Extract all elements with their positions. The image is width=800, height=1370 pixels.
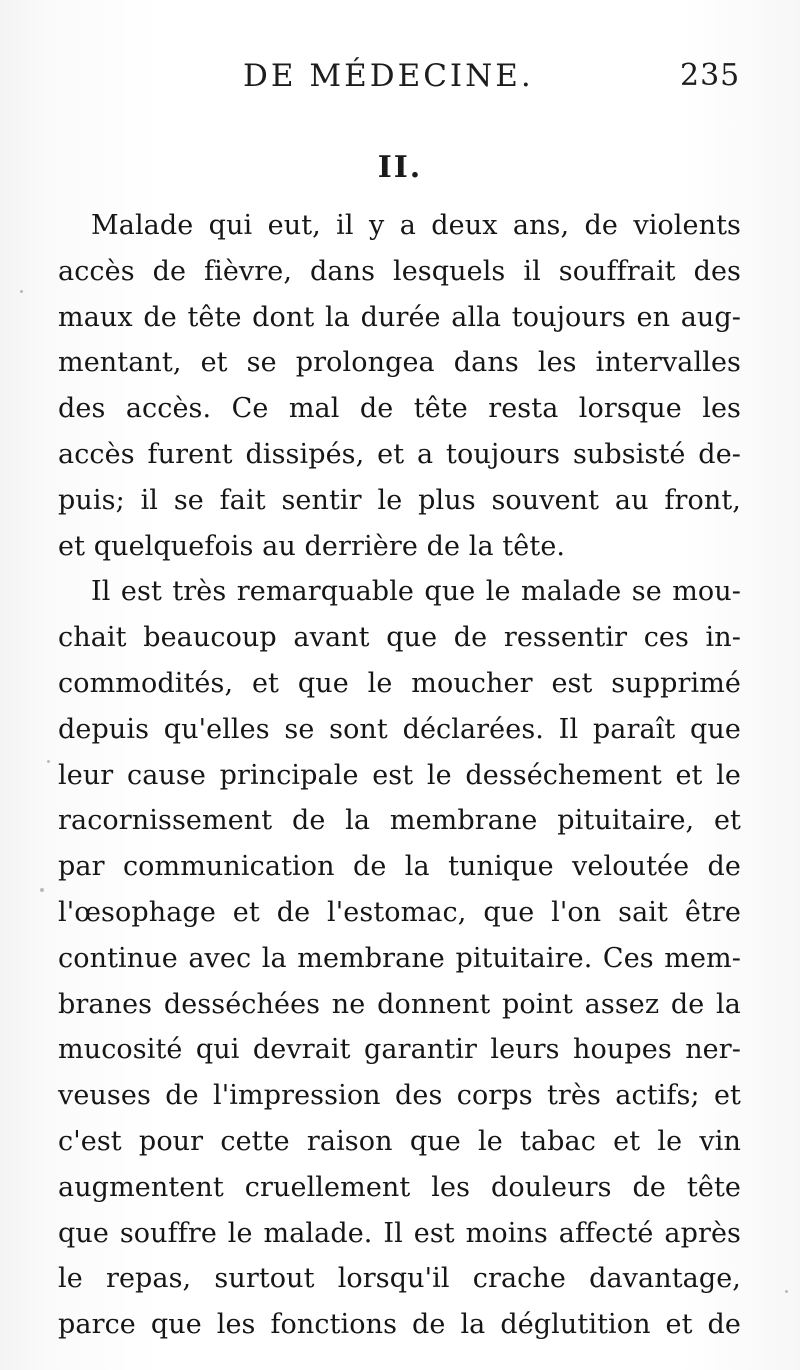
paragraph-2 [58,569,741,1348]
body-text [58,203,741,1348]
text-line: puis; il se fait sentir le plus souvent au front, [58,484,741,516]
text-line: maux de tête dont la durée alla toujours en aug- [58,301,741,333]
text-line: mentant, et se prolongea dans les intervalles [58,347,741,379]
text-line: branes desséchées ne donnent point assez de la [58,988,741,1020]
text-line: parce que les fonctions de la déglutition et de [58,1309,741,1341]
text-line: commodités, et que le moucher est supprimé [58,667,741,699]
scan-speck [40,888,44,892]
text-line: depuis qu'elles se sont déclarées. Il paraît que [58,713,741,745]
scan-speck [47,760,50,763]
text-line: augmentent cruellement les douleurs de tête [58,1171,741,1203]
text-line: racornissement de la membrane pituitaire, et [58,805,741,837]
text-line: continue avec la membrane pituitaire. Ces mem- [58,942,741,974]
page-header [0,58,800,108]
text-line: que souffre le malade. Il est moins affecté après [58,1217,741,1249]
page-number: 235 [680,58,741,93]
scan-speck [20,290,23,293]
text-line: Malade qui eut, il y a deux ans, de violents [91,210,741,241]
text-line: accès furent dissipés, et a toujours subsisté de- [58,438,741,470]
text-line: Il est très remarquable que le malade se mou- [91,576,741,608]
text-line: veuses de l'impression des corps très actifs; et [58,1080,741,1112]
text-line: mucosité qui devrait garantir leurs houpes ner- [58,1034,741,1066]
running-head: DE MÉDECINE. [243,58,534,94]
text-line: par communication de la tunique veloutée de [58,851,741,883]
scan-speck [785,1290,788,1293]
text-line: leur cause principale est le desséchement et le [58,759,741,791]
section-number: II. [377,150,423,185]
text-line: et quelquefois au derrière de la tête. [58,530,566,562]
text-line: le repas, surtout lorsqu'il crache davantage, [58,1263,741,1295]
text-line: c'est pour cette raison que le tabac et le vin [58,1125,741,1157]
text-line: des accès. Ce mal de tête resta lorsque les [58,393,741,425]
text-line: chait beaucoup avant que de ressentir ces in- [58,622,741,654]
paragraph-1 [58,203,741,569]
text-line: accès de fièvre, dans lesquels il souffrait des [58,255,741,287]
text-line: l'œsophage et de l'estomac, que l'on sait être [58,896,741,928]
